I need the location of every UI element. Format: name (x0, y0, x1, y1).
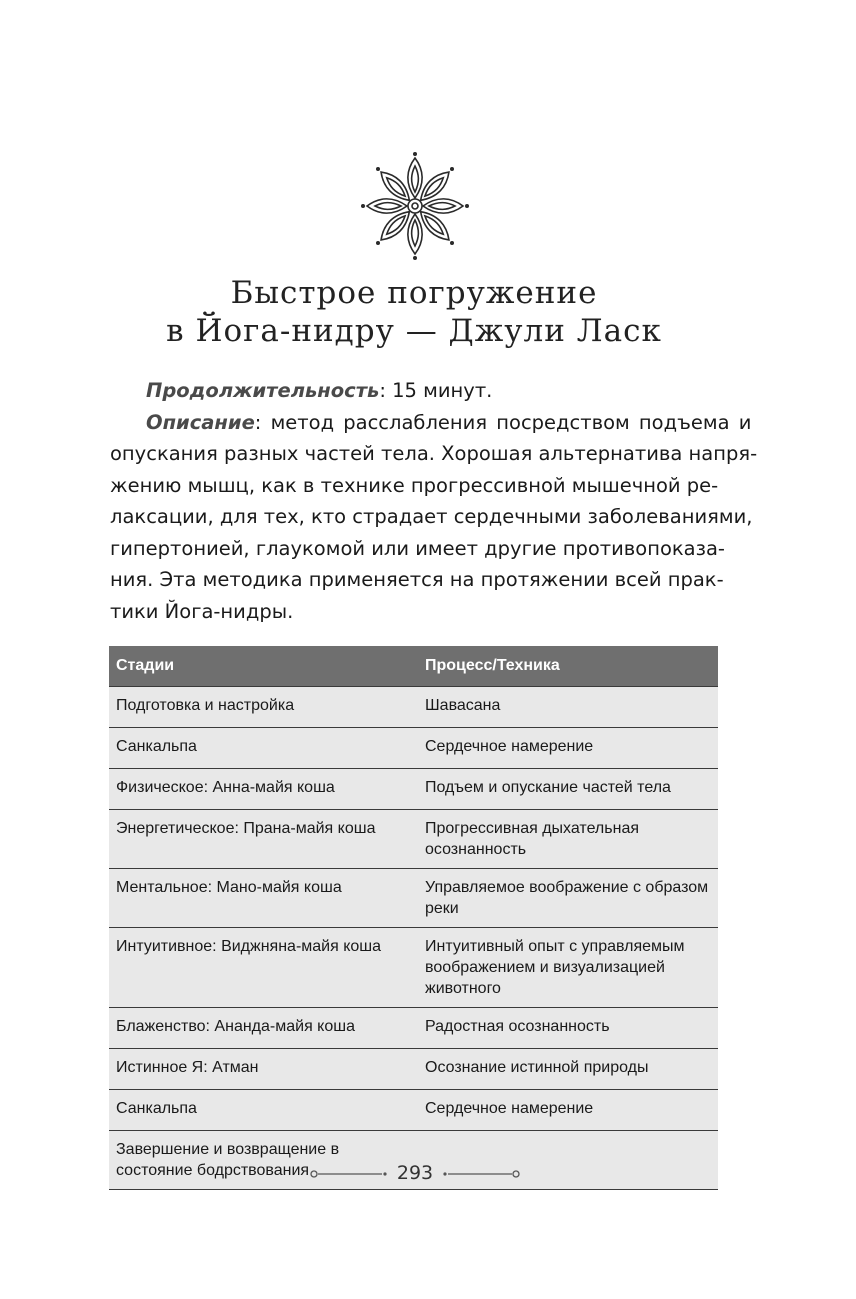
description-line (110, 564, 724, 596)
process-cell: Сердечное намерение (418, 1090, 718, 1131)
process-cell: Радостная осознанность (418, 1008, 718, 1049)
stage-cell: Энергетическое: Прана-майя коша (109, 810, 418, 869)
stage-cell: Физическое: Анна-майя коша (109, 769, 418, 810)
table-row (109, 1049, 718, 1090)
table-row (109, 869, 718, 928)
table-header-row (109, 646, 718, 687)
title-line-1: Быстрое погружение (230, 275, 598, 311)
duration-line (110, 375, 718, 407)
table-row (109, 928, 718, 1008)
stage-cell: Подготовка и настройка (109, 687, 418, 728)
header-stages: Стадии (109, 646, 418, 687)
table-row (109, 1090, 718, 1131)
process-cell: Осознание истинной природы (418, 1049, 718, 1090)
page-number: 293 (396, 1162, 434, 1184)
description-line-7: тики Йога-нидры. (110, 599, 294, 623)
description-line (110, 596, 718, 628)
description-line (110, 501, 753, 533)
description-line (110, 407, 752, 439)
process-cell: Сердечное намерение (418, 728, 718, 769)
description-line-4: лаксации, для тех, кто страдает сердечными заболеваниями, (110, 505, 753, 528)
stage-cell: Завершение и возвращение в состояние бодрствования (109, 1131, 418, 1190)
lotus-ornament-icon (358, 150, 472, 262)
description-line-1: : метод расслабления посредством подъема и (254, 410, 752, 434)
description-line (110, 470, 718, 502)
description-line-5: гипертонией, глаукомой или имеет другие противопоказа- (110, 536, 725, 560)
table-row (109, 728, 718, 769)
table-row (109, 1008, 718, 1049)
page-footer (300, 1160, 530, 1190)
description-line-6: ния. Эта методика применяется на протяжении всей прак- (110, 568, 724, 591)
process-cell: Интуитивный опыт с управляемым воображением и визуализацией животного (418, 928, 718, 1008)
intro-paragraphs (110, 375, 758, 627)
table-row (109, 687, 718, 728)
description-line-3: жению мышц, как в технике прогрессивной мышечной ре- (110, 473, 719, 497)
stages-table (109, 646, 718, 1190)
stage-cell: Ментальное: Мано-майя коша (109, 869, 418, 928)
table-row (109, 810, 718, 869)
header-process: Процесс/Техника (418, 646, 718, 687)
process-cell: Управляемое воображение с образом реки (418, 869, 718, 928)
process-cell: Шавасана (418, 687, 718, 728)
stage-cell: Санкальпа (109, 728, 418, 769)
description-label: Описание (146, 410, 255, 434)
chapter-title (110, 274, 718, 350)
title-line-2: в Йога-нидру — Джули Ласк (166, 313, 662, 349)
description-line-2: опускания разных частей тела. Хорошая альтернатива напря- (110, 442, 758, 465)
table-row (109, 769, 718, 810)
description-line (110, 533, 725, 565)
duration-label: Продолжительность (146, 379, 380, 402)
stage-cell: Интуитивное: Виджняна-майя коша (109, 928, 418, 1008)
duration-value: : 15 минут. (379, 379, 493, 402)
description-line (110, 438, 758, 470)
stage-cell: Блаженство: Ананда-майя коша (109, 1008, 418, 1049)
process-cell: Прогрессивная дыхательная осознанность (418, 810, 718, 869)
stage-cell: Истинное Я: Атман (109, 1049, 418, 1090)
stage-cell: Санкальпа (109, 1090, 418, 1131)
process-cell: Подъем и опускание частей тела (418, 769, 718, 810)
